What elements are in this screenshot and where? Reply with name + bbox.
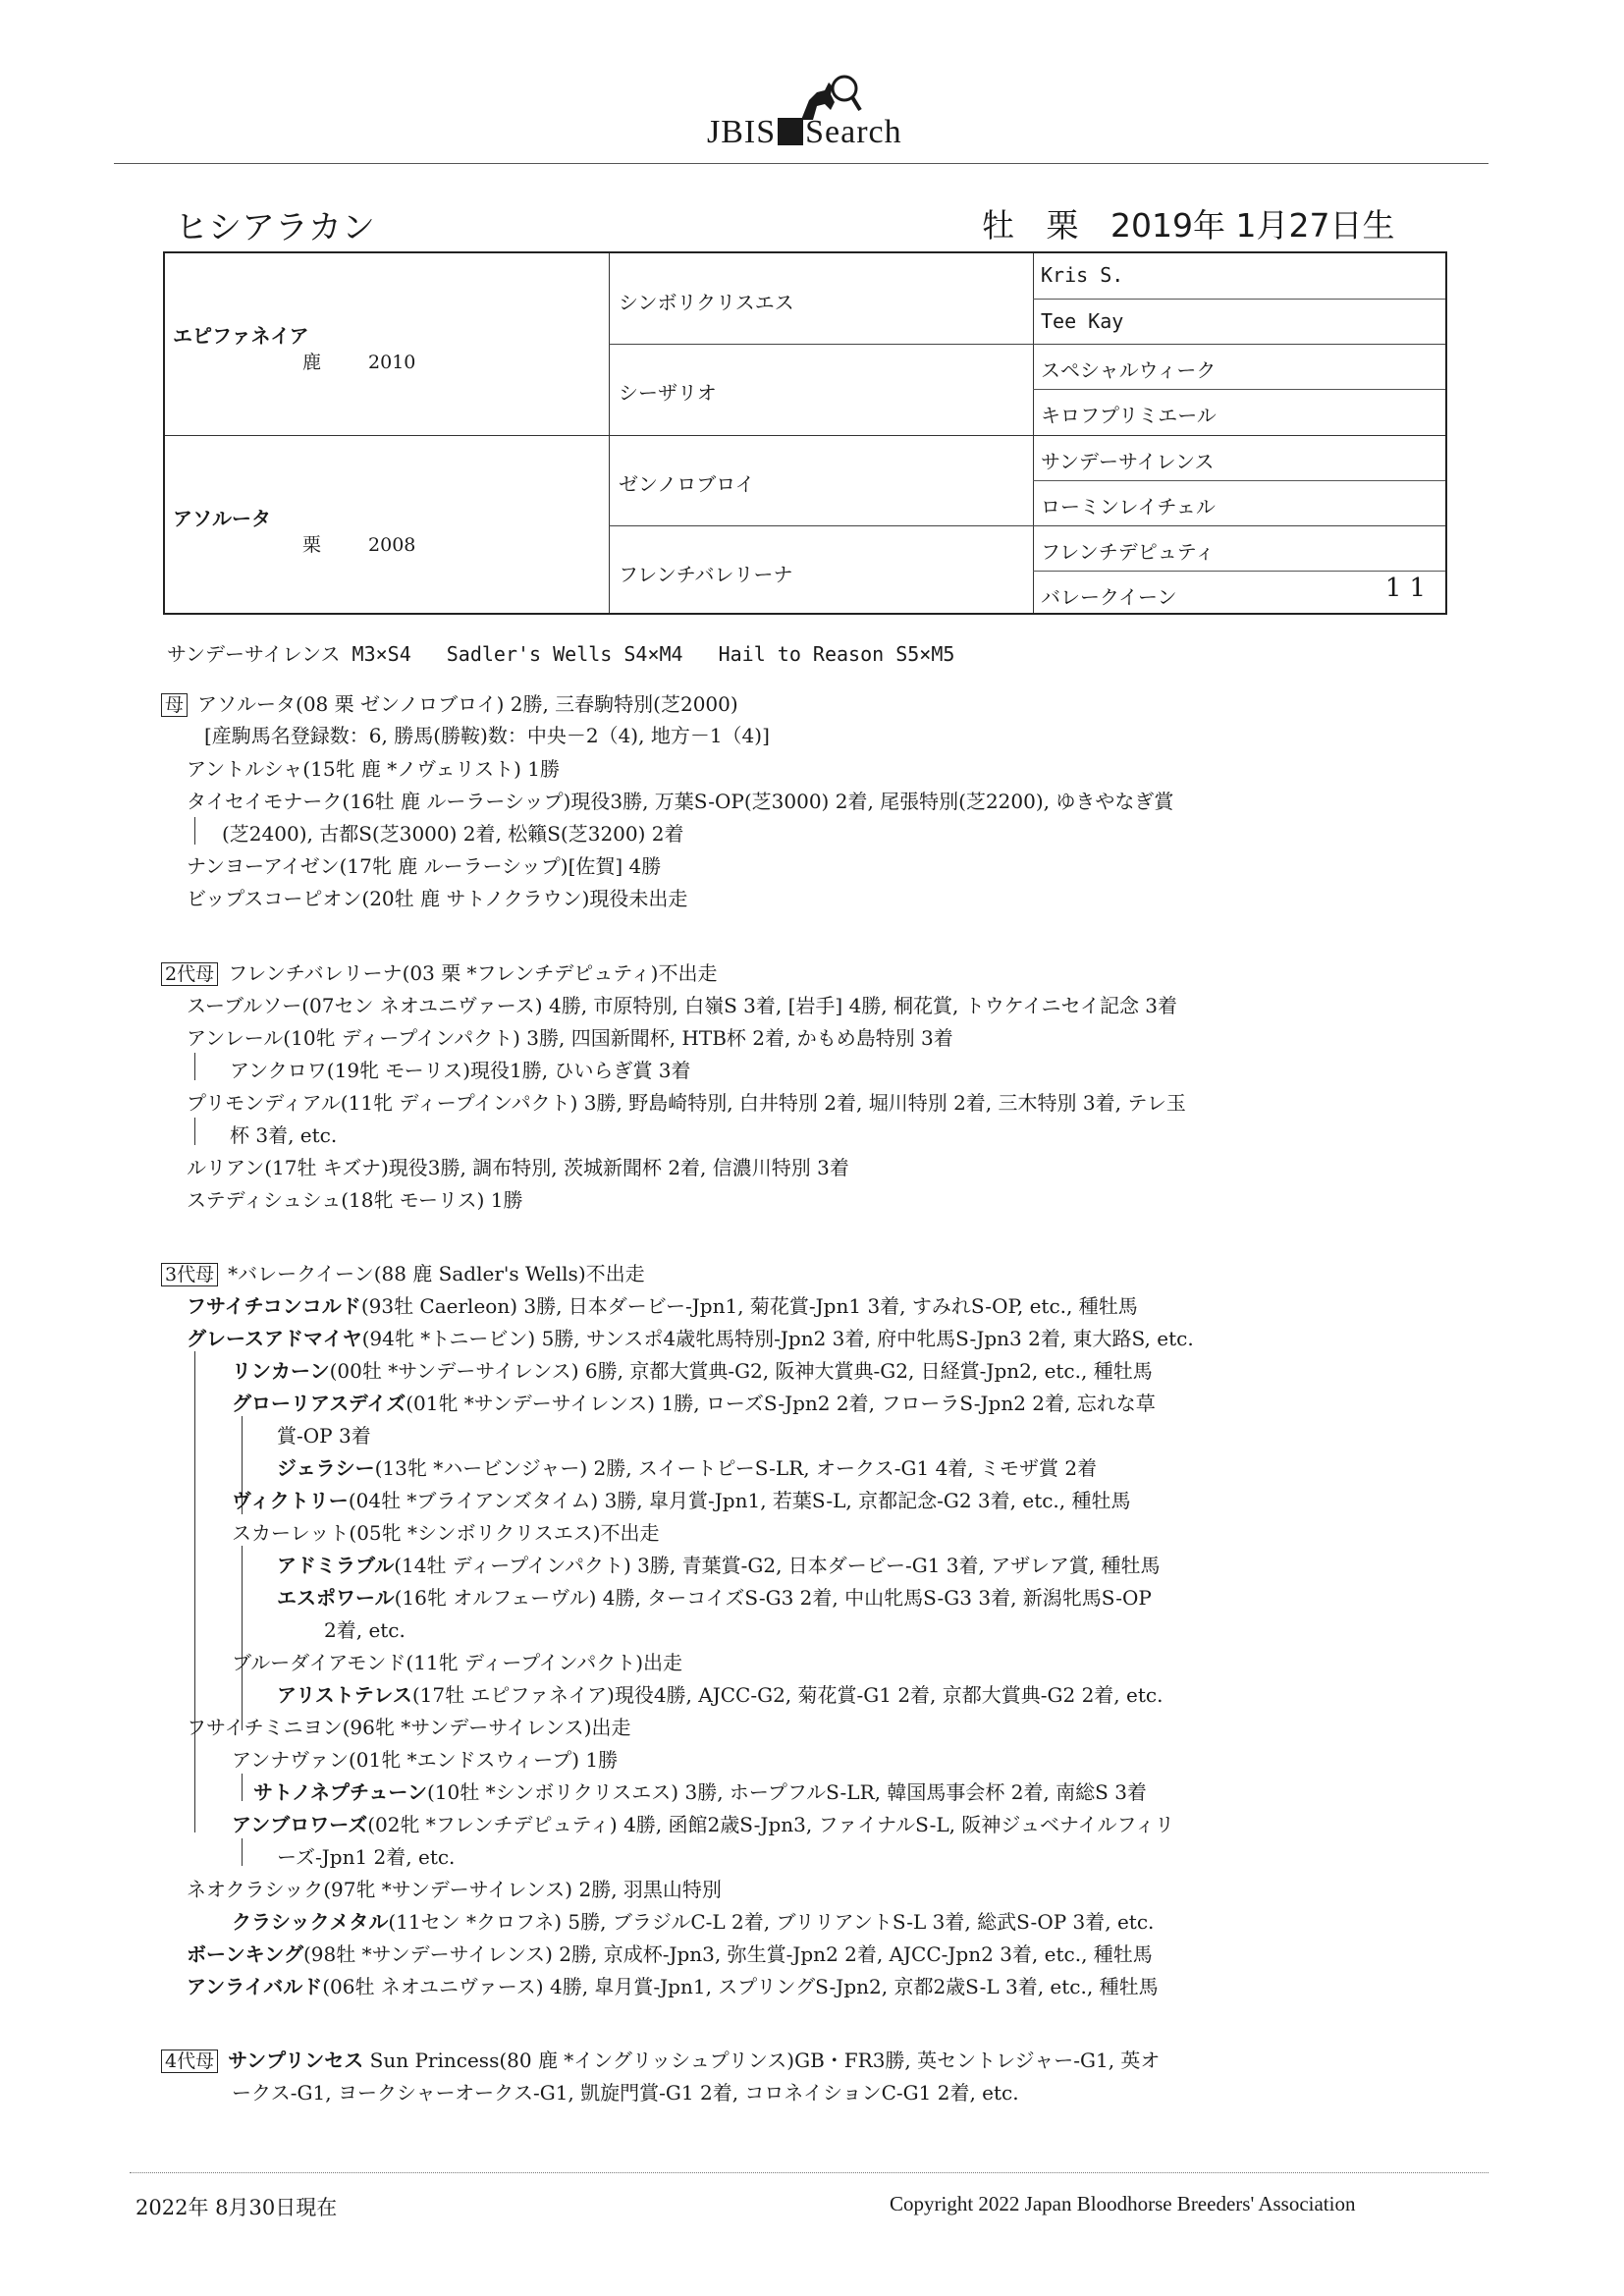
section-tag-dam: 母 xyxy=(161,693,188,717)
horse-color: 栗 xyxy=(1046,206,1079,245)
family-line: スーブルソー(07セン ネオユニヴァース) 4勝, 市原特別, 白嶺S 3着, [岩手] 4勝, 桐花賞, トウケイニセイ記念 3着 xyxy=(187,994,1178,1017)
family-line: ナンヨーアイゼン(17牝 鹿 ルーラーシップ)[佐賀] 4勝 xyxy=(187,854,662,878)
pedigree-g3: Kris S. xyxy=(1041,263,1124,287)
family-line: アントルシャ(15牝 鹿 *ノヴェリスト) 1勝 xyxy=(187,757,560,781)
family-number: 11 xyxy=(1384,574,1434,603)
family-line: グレースアドマイヤ(94牝 *トニービン) 5勝, サンスポ4歳牝馬特別-Jpn2 3着, 府中牝馬S-Jpn3 2着, 東大路S, etc. xyxy=(187,1327,1194,1350)
pedigree-g3: サンデーサイレンス xyxy=(1041,450,1215,473)
pedigree-g3: キロフプリミエール xyxy=(1041,404,1217,427)
family-line: 2着, etc. xyxy=(324,1618,406,1642)
family-line: アンライバルド(06牡 ネオユニヴァース) 4勝, 皐月賞-Jpn1, スプリングS-Jpn2, 京都2歳S-L 3着, etc., 種牡馬 xyxy=(187,1975,1159,1998)
horse-birth: 2019年 1月27日生 xyxy=(1110,206,1395,245)
pedigree-g3: ローミンレイチェル xyxy=(1041,495,1216,519)
family-line: アンナヴァン(01牝 *エンドスウィープ) 1勝 xyxy=(232,1748,619,1772)
family-line: ボーンキング(98牡 *サンデーサイレンス) 2勝, 京成杯-Jpn3, 弥生賞-Jpn2 2着, AJCC-Jpn2 3着, etc., 種牡馬 xyxy=(187,1942,1153,1966)
family-line: ークス-G1, ヨークシャーオークス-G1, 凱旋門賞-G1 2着, コロネイションC-G1 2着, etc. xyxy=(232,2081,1019,2105)
family-line: (芝2400), 古都S(芝3000) 2着, 松籟S(芝3200) 2着 xyxy=(222,822,684,846)
horse-name: ヒシアラカン xyxy=(175,208,375,247)
family-line: タイセイモナーク(16牡 鹿 ルーラーシップ)現役3勝, 万葉S-OP(芝3000) 2着, 尾張特別(芝2200), ゆきやなぎ賞 xyxy=(187,790,1174,813)
pedigree-g3: スペシャルウィーク xyxy=(1041,358,1217,382)
family-line: サトノネプチューン(10牡 *シンボリクリスエス) 3勝, ホープフルS-LR, 韓国馬事会杯 2着, 南総S 3着 xyxy=(253,1780,1147,1804)
family-line: [産駒馬名登録数：6, 勝馬(勝鞍)数：中央－2（4), 地方－1（4)] xyxy=(204,724,770,747)
footer-divider xyxy=(130,2172,1489,2173)
section-tag-4th-dam: 4代母 xyxy=(161,2050,218,2073)
family-line: 4代母 サンプリンセス Sun Princess(80 鹿 *イングリッシュプリンス)GB・FR3勝, 英セントレジャー-G1, 英オ xyxy=(161,2048,1160,2073)
family-line: ビップスコーピオン(20牡 鹿 サトノクラウン)現役未出走 xyxy=(187,887,688,910)
family-line: アドミラブル(14牡 ディープインパクト) 3勝, 青葉賞-G2, 日本ダービー-G1 3着, アザレア賞, 種牡馬 xyxy=(277,1554,1161,1577)
family-line: アンクロワ(19牝 モーリス)現役1勝, ひいらぎ賞 3着 xyxy=(230,1059,691,1082)
family-line: エスポワール(16牝 オルフェーヴル) 4勝, ターコイズS-G3 2着, 中山牝馬S-G3 3着, 新潟牝馬S-OP xyxy=(277,1586,1152,1610)
footer-copyright: Copyright 2022 Japan Bloodhorse Breeders' Association xyxy=(890,2192,1356,2215)
sire-details: 鹿 2010 xyxy=(302,352,416,373)
pedigree-g2: フレンチバレリーナ xyxy=(619,563,793,586)
pedigree-g3: バレークイーン xyxy=(1041,585,1177,609)
header-divider xyxy=(114,163,1489,164)
pedigree-g2: シーザリオ xyxy=(619,381,717,405)
inbreeding-line: サンデーサイレンス M3×S4 Sadler's Wells S4×M4 Hail to Reason S5×M5 xyxy=(167,642,955,666)
family-line: フサイチミニヨン(96牝 *サンデーサイレンス)出走 xyxy=(187,1716,631,1739)
family-line: ヴィクトリー(04牡 *ブライアンズタイム) 3勝, 皐月賞-Jpn1, 若葉S-L, 京都記念-G2 3着, etc., 種牡馬 xyxy=(232,1489,1131,1512)
family-line: フサイチコンコルド(93牡 Caerleon) 3勝, 日本ダービー-Jpn1, 菊花賞-Jpn1 3着, すみれS-OP, etc., 種牡馬 xyxy=(187,1294,1138,1318)
logo-text-jbis: JBIS xyxy=(707,114,777,150)
jbis-search-logo xyxy=(703,71,939,161)
section-tag-granddam: 2代母 xyxy=(161,962,218,986)
family-line: ジェラシー(13牝 *ハービンジャー) 2勝, スイートピーS-LR, オークス-G1 4着, ミモザ賞 2着 xyxy=(277,1456,1098,1480)
pedigree-g2: シンボリクリスエス xyxy=(619,291,794,314)
logo-text-search: Search xyxy=(805,114,902,150)
pedigree-table xyxy=(163,251,1447,615)
family-line: 2代母 フレンチバレリーナ(03 栗 *フレンチデピュティ)不出走 xyxy=(161,960,717,986)
pedigree-g3: Tee Kay xyxy=(1041,309,1124,333)
family-line: プリモンディアル(11牝 ディープインパクト) 3勝, 野島崎特別, 白井特別 2着, 堀川特別 2着, 三木特別 3着, テレ玉 xyxy=(187,1091,1186,1115)
pedigree-g2: ゼンノロブロイ xyxy=(619,472,755,496)
pedigree-g3: フレンチデピュティ xyxy=(1041,540,1216,564)
horse-sex: 牡 xyxy=(982,206,1014,245)
dam-details: 栗 2008 xyxy=(302,534,416,556)
family-line: ステディシュシュ(18牝 モーリス) 1勝 xyxy=(187,1188,523,1212)
family-line: 賞-OP 3着 xyxy=(277,1424,371,1448)
family-line: ルリアン(17牡 キズナ)現役3勝, 調布特別, 茨城新聞杯 2着, 信濃川特別 3着 xyxy=(187,1156,849,1179)
family-line: スカーレット(05牝 *シンボリクリスエス)不出走 xyxy=(232,1521,660,1545)
family-line: リンカーン(00牡 *サンデーサイレンス) 6勝, 京都大賞典-G2, 阪神大賞典-G2, 日経賞-Jpn2, etc., 種牡馬 xyxy=(232,1359,1153,1383)
family-line: グローリアスデイズ(01牝 *サンデーサイレンス) 1勝, ローズS-Jpn2 2着, フローラS-Jpn2 2着, 忘れな草 xyxy=(232,1392,1156,1415)
family-line: 3代母 *バレークイーン(88 鹿 Sadler's Wells)不出走 xyxy=(161,1261,645,1286)
dam-name: アソルータ xyxy=(173,507,271,530)
family-line: アリストテレス(17牡 エピファネイア)現役4勝, AJCC-G2, 菊花賞-G1 2着, 京都大賞典-G2 2着, etc. xyxy=(277,1683,1164,1707)
family-line: 杯 3着, etc. xyxy=(230,1123,338,1147)
footer-date: 2022年 8月30日現在 xyxy=(135,2196,338,2219)
family-line: クラシックメタル(11セン *クロフネ) 5勝, ブラジルC-L 2着, ブリリアントS-L 3着, 総武S-OP 3着, etc. xyxy=(232,1910,1155,1934)
horse-info xyxy=(982,200,1416,246)
family-line: ーズ-Jpn1 2着, etc. xyxy=(277,1845,456,1869)
sire-name: エピファネイア xyxy=(173,324,309,348)
family-line: ブルーダイアモンド(11牝 ディープインパクト)出走 xyxy=(232,1651,683,1674)
family-line: ネオクラシック(97牝 *サンデーサイレンス) 2勝, 羽黒山特別 xyxy=(187,1878,722,1901)
family-line: 母 アソルータ(08 栗 ゼンノロブロイ) 2勝, 三春駒特別(芝2000) xyxy=(161,691,738,717)
section-tag-great-granddam: 3代母 xyxy=(161,1263,218,1286)
family-line: アンブロワーズ(02牝 *フレンチデピュティ) 4勝, 函館2歳S-Jpn3, ファイナルS-L, 阪神ジュベナイルフィリ xyxy=(232,1813,1174,1836)
family-line: アンレール(10牝 ディープインパクト) 3勝, 四国新聞杯, HTB杯 2着, かもめ島特別 3着 xyxy=(187,1026,953,1050)
